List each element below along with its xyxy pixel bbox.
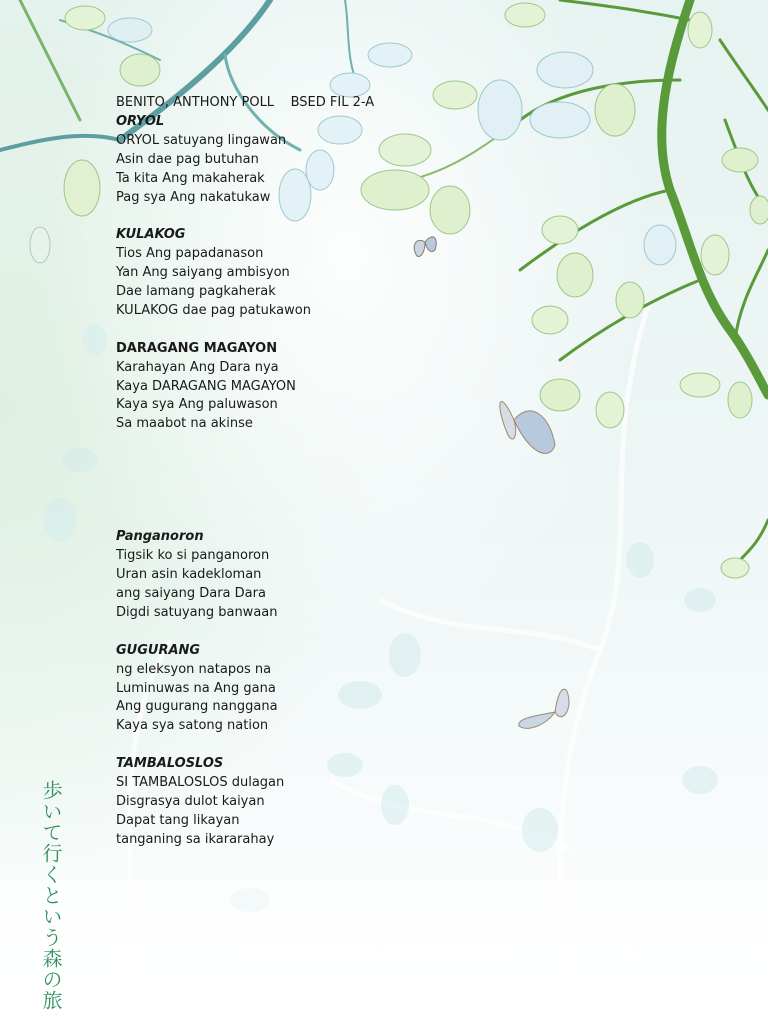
- poem-line: Tigsik ko si panganoron: [116, 548, 270, 564]
- poem-line: Kaya sya Ang paluwason: [116, 397, 278, 413]
- poem-line: Asin dae pag butuhan: [116, 151, 259, 167]
- poem-line: ORYOL satuyang lingawan: [116, 132, 287, 148]
- document-body: [116, 94, 446, 850]
- poem-stanza: [116, 113, 446, 208]
- poem-line: Karahayan Ang Dara nya: [116, 359, 279, 375]
- poem-line: Digdi satuyang banwaan: [116, 604, 278, 620]
- poem-line: Tios Ang papadanason: [116, 246, 264, 262]
- poem-line: Ta kita Ang makaherak: [116, 170, 265, 186]
- poem-stanza: [116, 340, 446, 435]
- poem-line: Disgrasya dulot kaiyan: [116, 793, 265, 809]
- poem-line: Sa maabot na akinse: [116, 416, 253, 432]
- poem-line: Yan Ang saiyang ambisyon: [116, 265, 290, 281]
- poem-line: Ang gugurang nanggana: [116, 699, 278, 715]
- poem-stanza: [116, 755, 446, 850]
- poem-line: Pag sya Ang nakatukaw: [116, 189, 271, 205]
- poem-line: Dae lamang pagkaherak: [116, 284, 276, 300]
- poem-stanza: [116, 642, 446, 737]
- poem-title: DARAGANG MAGAYON: [116, 340, 278, 356]
- poem-line: ng eleksyon natapos na: [116, 661, 272, 677]
- poem-stanza: [116, 226, 446, 321]
- poem-line: Kaya DARAGANG MAGAYON: [116, 378, 296, 394]
- poem-line: ang saiyang Dara Dara: [116, 586, 266, 601]
- poem-title: Panganoron: [116, 529, 204, 545]
- document-header: [116, 94, 446, 113]
- poem-line: Dapat tang likayan: [116, 812, 240, 828]
- poem-line: tanganing sa ikararahay: [116, 831, 275, 847]
- poem-title: ORYOL: [116, 113, 165, 129]
- poem-line: KULAKOG dae pag patukawon: [116, 302, 311, 318]
- poem-title: GUGURANG: [116, 642, 201, 658]
- author-name: BENITO, ANTHONY POLL: [116, 95, 275, 110]
- poem-line: Luminuwas na Ang gana: [116, 680, 276, 696]
- vertical-caption: 歩いて行くという森の旅: [39, 780, 63, 1011]
- poem-stanza: [116, 528, 446, 623]
- poem-line: Kaya sya satong nation: [116, 718, 269, 734]
- course-section: BSED FIL 2-A: [290, 95, 375, 110]
- poem-line: SI TAMBALOSLOS dulagan: [116, 775, 285, 791]
- poem-title: TAMBALOSLOS: [116, 756, 224, 772]
- poem-line: Uran asin kadekloman: [116, 567, 262, 583]
- poem-title: KULAKOG: [116, 227, 186, 243]
